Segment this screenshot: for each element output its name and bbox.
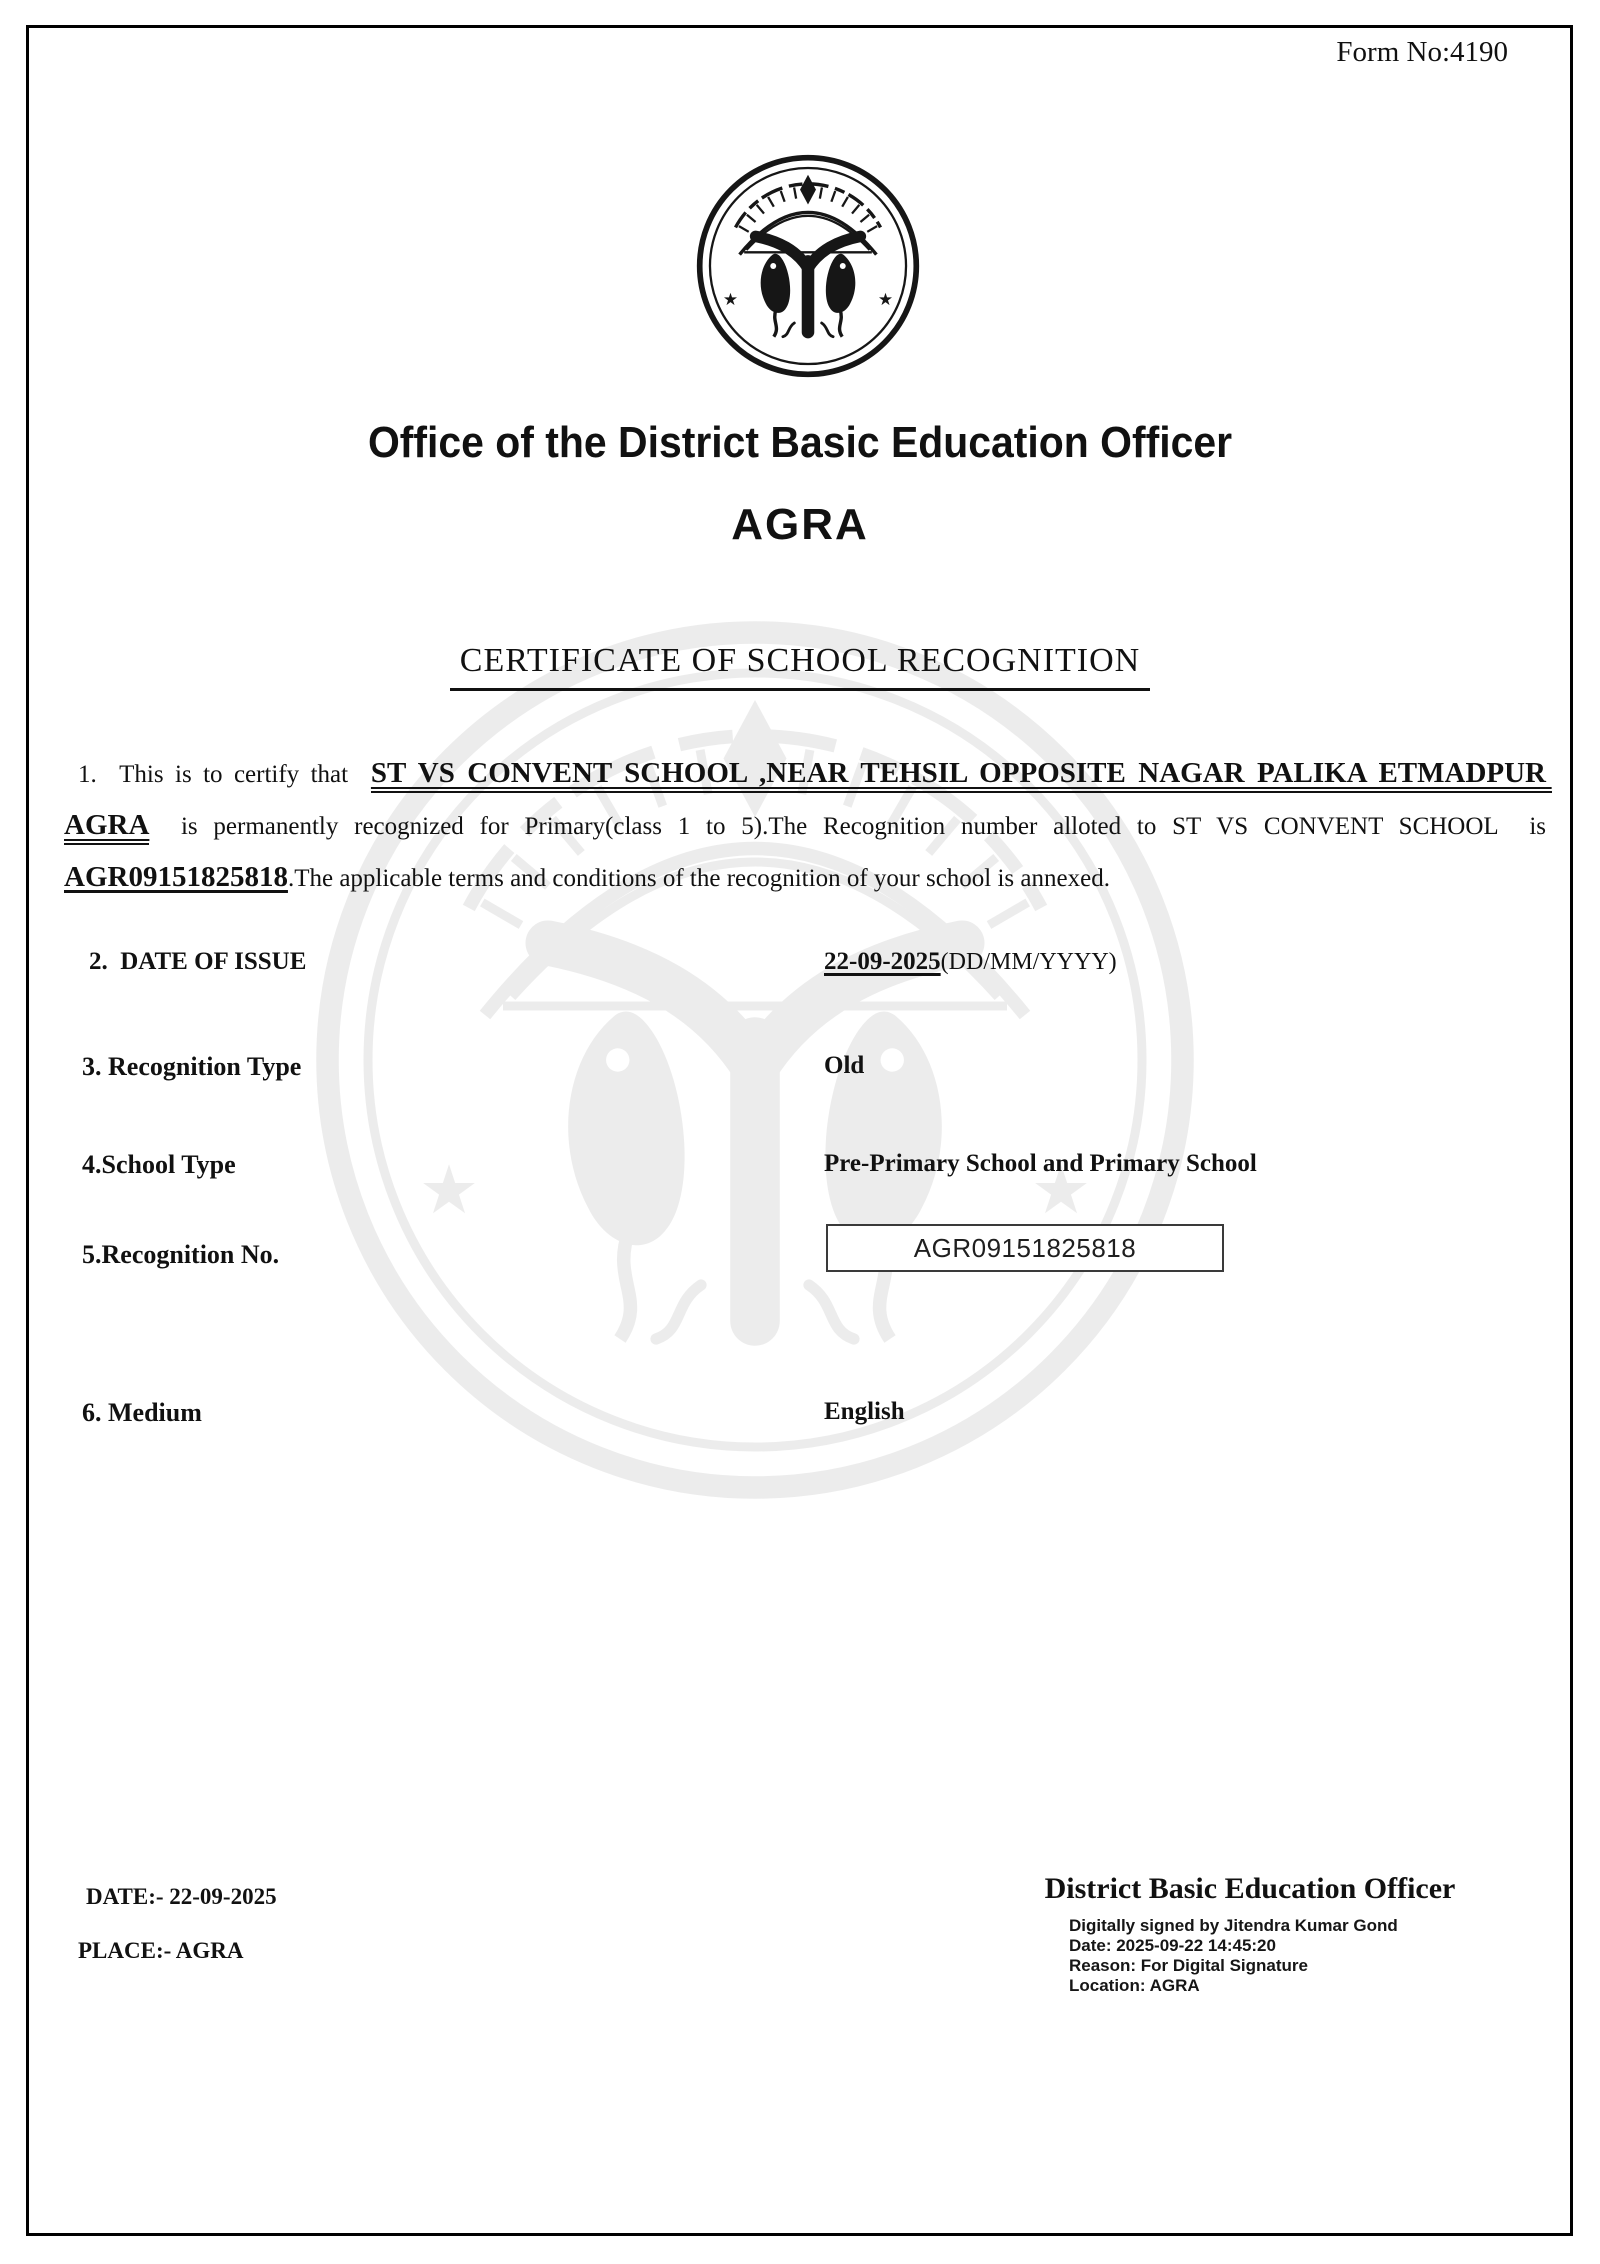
signature-reason: Reason: For Digital Signature (1069, 1956, 1308, 1975)
school-type-value: Pre-Primary School and Primary School (824, 1150, 1257, 1177)
officer-title: District Basic Education Officer (1044, 1872, 1456, 1905)
signature-signed-by: Digitally signed by Jitendra Kumar Gond (1069, 1916, 1398, 1935)
office-city: AGRA (731, 500, 869, 549)
digital-signature-block (1069, 1916, 1398, 1996)
paragraph-middle: is permanently recognized for Primary(class 1 to 5).The Recognition number alloted to ST VS CONVENT SCHOOL is (149, 813, 1559, 840)
recognition-no-label: 5.Recognition No. (82, 1240, 280, 1269)
office-title: Office of the District Basic Education Officer (367, 418, 1233, 467)
paragraph-recognition-number: AGR09151825818 (64, 861, 288, 893)
recognition-type-label: 3. Recognition Type (82, 1052, 302, 1081)
school-name: ST VS CONVENT SCHOOL ,NEAR TEHSIL OPPOSITE NAGAR PALIKA ETMADPUR AGRA (64, 757, 1552, 845)
recognition-no-field[interactable] (826, 1224, 1224, 1272)
paragraph-tail: .The applicable terms and conditions of the recognition of your school is annexed. (287, 865, 1110, 892)
signature-location: Location: AGRA (1069, 1976, 1200, 1995)
issue-date: 22-09-2025 (824, 948, 941, 975)
school-type-label: 4.School Type (82, 1150, 236, 1179)
medium-label: 6. Medium (82, 1398, 202, 1427)
recognition-no-value: AGR09151825818 (913, 1232, 1137, 1263)
up-government-seal (694, 152, 922, 380)
signature-date: Date: 2025-09-22 14:45:20 (1069, 1936, 1276, 1955)
footer-place: PLACE:- AGRA (78, 1938, 244, 1963)
certification-paragraph (64, 748, 1559, 904)
recognition-type-value: Old (824, 1052, 865, 1079)
paragraph-lead: 1. This is to certify that (78, 761, 371, 788)
medium-value: English (824, 1398, 905, 1425)
date-format-hint: (DD/MM/YYYY) (940, 949, 1117, 975)
date-of-issue-value (824, 948, 1117, 976)
certificate-title-wrap (0, 642, 1600, 691)
form-number: Form No:4190 (1336, 36, 1508, 68)
date-of-issue-label: 2. DATE OF ISSUE (89, 948, 307, 975)
footer-date: DATE:- 22-09-2025 (86, 1884, 277, 1909)
up-government-seal-watermark (305, 610, 1205, 1510)
certificate-title: CERTIFICATE OF SCHOOL RECOGNITION (450, 642, 1150, 691)
